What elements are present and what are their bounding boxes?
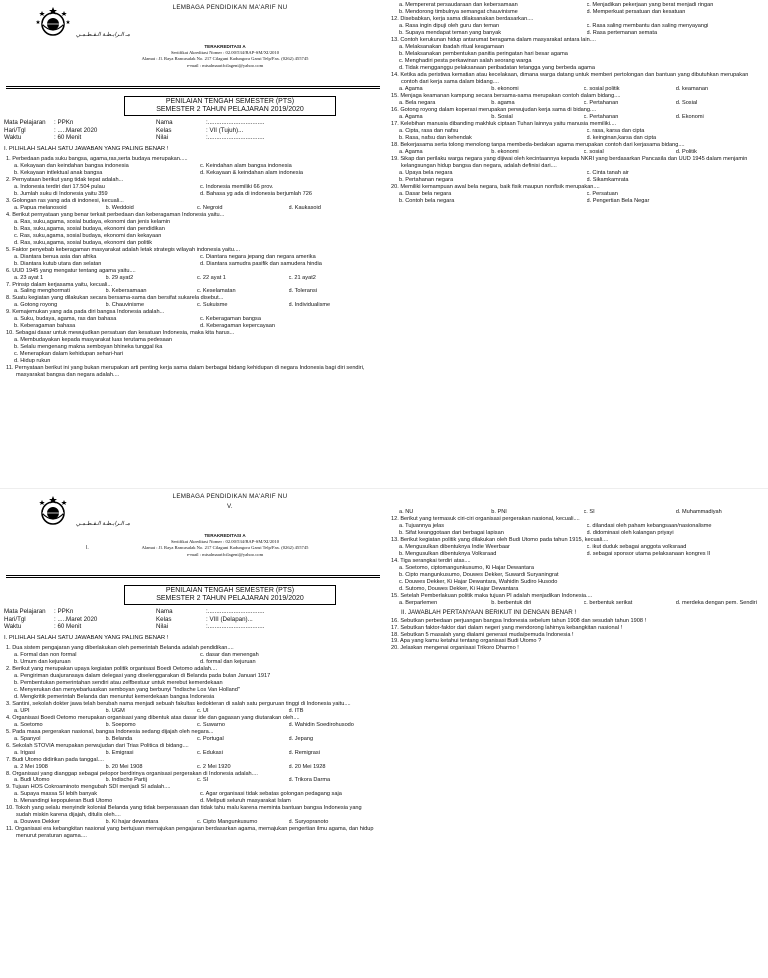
answer-option[interactable]: a. Soetomo, ciptomangunkusumo, Ki Hajar Dewantara: [399, 564, 534, 571]
question-text: 2. Pernyataan berikut yang tidak tepat adalah...: [6, 176, 124, 183]
question-text: 19. Sikap dan perilaku warga negara yang dijiwai oleh kecintaannya kepada NKRI yang berdasarkan Pancasila dan UUD 1945 dalam menjamin kelangsungan hidup bangsa dan negara, adalah definisi dari....: [391, 155, 748, 169]
certificate-number: Sertifikat Akreditasi Nomer : 02.00/534/BAP-SM/XI/2010: [170, 539, 280, 545]
time-value: : 60 Menit: [54, 133, 82, 141]
answer-option[interactable]: b. ekonomi: [491, 148, 519, 155]
school-email: e-mail : mtsalmaarifcilageni@yahoo.com: [186, 62, 264, 68]
class-label: Kelas: [156, 126, 172, 134]
question-text: 14. Ketika ada peristiwa kematian atau kecelakaan, dimana warga datang untuk memberi pertolongan dan bantuan yang dibutuhkan merupakan contoh dari kerja sama dalam bidang....: [391, 71, 749, 85]
answer-option[interactable]: a. Gotong royong: [14, 302, 58, 309]
essay-question: 18. Sebutkan 5 masalah yang dialami generasi muda/pemuda Indonesia !: [391, 631, 574, 638]
answer-option[interactable]: c. 2 Mei 1920: [197, 763, 231, 770]
accreditation-block: [110, 533, 340, 558]
question-text: 13. Berikut kegiatan politik yang dilakukan oleh Budi Utomo pada tahun 1915, kecuali....: [391, 536, 609, 543]
answer-option[interactable]: c. Menjadikan pekerjaan yang berat menjadi ringan: [586, 2, 714, 8]
answer-option[interactable]: c. Edukasi: [197, 749, 223, 756]
answer-options: [14, 337, 380, 365]
accreditation-title: TERAKREDITASI A: [204, 44, 246, 49]
answer-option[interactable]: b. Umum dan kejuruan: [14, 658, 71, 665]
roman-numeral: I.: [86, 545, 89, 551]
answer-options: [14, 722, 380, 729]
answer-option[interactable]: a. Berparlemen: [399, 599, 438, 606]
answer-option[interactable]: b. Weddoid: [105, 204, 134, 211]
answer-option[interactable]: d. Keberagaman kepercayaan: [200, 323, 275, 330]
answer-option[interactable]: c. Keberagaman bangsa: [200, 316, 261, 323]
answer-option[interactable]: b. Pembentukan pemerintahan sendiri atau zelfbestuur untuk merebut kemerdekaan: [14, 679, 223, 686]
answer-options: [399, 170, 768, 184]
answer-option[interactable]: c. ikut duduk sebagai anggota volksraad: [586, 543, 687, 550]
exam-title-box: [124, 96, 336, 116]
answer-option[interactable]: a. 23 ayat 1: [14, 274, 44, 281]
answer-option[interactable]: d. Mengkritik pemerintah Belanda dan menuntut kemerdekaan bangsa Indonesia: [14, 693, 215, 700]
question-text: 7. Prinsip dalam kerjasama yaitu, kecuali...: [6, 281, 113, 288]
answer-option[interactable]: d. keinginan,karsa dan cipta: [586, 134, 657, 141]
answer-option[interactable]: a. Kekayaan dan keindahan bangsa indonesia: [14, 162, 129, 169]
score-field[interactable]: :.................................: [206, 133, 265, 141]
answer-option[interactable]: a. Irigasi: [14, 749, 36, 756]
answer-option[interactable]: c. Menerapkan dalam kehidupan sehari-hari: [14, 351, 124, 358]
answer-option[interactable]: a. UPI: [14, 707, 30, 714]
letterhead: [0, 489, 380, 585]
answer-option[interactable]: c. Keindahan alam bangsa indonesia: [200, 162, 292, 169]
answer-option[interactable]: a. Douwes Dekker: [14, 819, 60, 826]
answer-option[interactable]: b. 20 Mei 1908: [105, 763, 143, 770]
answer-options: [14, 736, 380, 743]
answer-option[interactable]: a. Bela negara: [399, 99, 436, 106]
class-label: Kelas: [156, 615, 172, 623]
answer-options: [399, 509, 768, 516]
answer-option[interactable]: c. Pertahanan: [583, 99, 619, 106]
answer-option[interactable]: a. Indonesia terdiri dari 17.504 pulau: [14, 183, 105, 190]
answer-option[interactable]: a. Agama: [399, 148, 423, 155]
answer-option[interactable]: d. Remigrasi: [288, 749, 320, 756]
answer-option[interactable]: d. Kekayaan & keindahan alam indonesia: [200, 169, 303, 176]
answer-option[interactable]: c. Douwes Dekker, Ki Hajar Dewantara, Wahidin Sudiro Husodo: [399, 578, 558, 585]
header-rule-thin: [6, 88, 380, 89]
answer-option[interactable]: a. Membudayakan kepada masyarakat luas terutama pedesaan: [14, 337, 172, 344]
answer-option[interactable]: d. Sosial: [675, 99, 698, 106]
answer-option[interactable]: b. Melaksanakan pembentukan panitia peringatan hari besar agama: [399, 50, 568, 57]
answer-option[interactable]: c. UI: [197, 707, 209, 714]
date-label: Hari/Tgl: [4, 126, 26, 134]
answer-option[interactable]: d. Wahidin Soedirohusodo: [288, 721, 354, 728]
answer-option[interactable]: d. Meliputi seluruh masyarakat Islam: [200, 798, 291, 805]
answer-option[interactable]: b. Cipto mangunkusumo, Douwes Dekker, Suwardi Suryaningrat: [399, 571, 559, 578]
answer-option[interactable]: d. 20 Mei 1928: [288, 763, 326, 770]
school-email: e-mail : mtsalmaarifcilageni@yahoo.com: [186, 551, 264, 557]
answer-option[interactable]: d. Kaukasoid: [288, 204, 321, 211]
answer-option[interactable]: d. Sutomo, Douwes Dekker, Ki Hajar Dewantara: [399, 585, 519, 592]
question-list: [385, 2, 768, 205]
section-heading: I. PILIHLAH SALAH SATU JAWABAN YANG PALING BENAR !: [4, 146, 169, 153]
question-text: 9. Tujuan HOS Cokroaminoto mengubah SDI menjadi SI adalah....: [6, 784, 171, 791]
student-info-table: [4, 119, 328, 141]
exam-subtitle: SEMESTER 2 TAHUN PELAJARAN 2019/2020: [156, 106, 304, 114]
answer-option[interactable]: c. rasa, karsa dan cipta: [586, 127, 645, 134]
question-text: 3. Golongan ras yang ada di indonesi, kecuali...: [6, 197, 124, 204]
answer-option[interactable]: d. Trikora Darma: [288, 777, 331, 784]
answer-option[interactable]: c. Negroid: [197, 204, 223, 211]
nu-logo-icon: [36, 495, 70, 529]
answer-option[interactable]: a. Dasar bela negara: [399, 190, 452, 197]
answer-option[interactable]: c. 22 ayat 1: [197, 274, 226, 281]
answer-option[interactable]: a. Soetomo: [14, 721, 43, 728]
left-column: [0, 489, 380, 840]
answer-option[interactable]: a. Saling menghormati: [14, 288, 70, 295]
question-list: [0, 156, 380, 380]
question-text: 15. Setelah Pemberlakuan politik maka tujuan PI adalah menjadikan Indonesia....: [391, 592, 593, 599]
answer-option[interactable]: a. Diantara benua asia dan afrika: [14, 253, 97, 260]
answer-option[interactable]: b. berbentuk diri: [491, 599, 532, 606]
question-text: 1. Perbedaan pada suku bangsa, agama,ras,serta budaya merupakan.....: [6, 155, 188, 162]
date-value: : .....Maret 2020: [54, 126, 98, 134]
answer-option[interactable]: b. Menandingi kepopuleran Budi Utomo: [14, 798, 113, 805]
answer-option[interactable]: b. Mendorong timbulnya semangat chauvinisme: [399, 8, 518, 15]
answer-option[interactable]: d. Individualisme: [288, 302, 331, 309]
essay-list: [385, 618, 768, 653]
answer-options: [399, 523, 768, 537]
answer-option[interactable]: b. Rasa, nafsu dan kehendak: [399, 134, 472, 141]
answer-option[interactable]: a. Pengiriman duajuransaya dalam delegasi yang diselenggarakan di Belanda pada bulan Januari 1917: [14, 672, 271, 679]
right-column: [385, 509, 768, 652]
answer-option[interactable]: c. Suwarno: [197, 721, 225, 728]
answer-option[interactable]: c. Agar organisasi tidak sebatas golongan pedagang saja: [200, 791, 342, 798]
answer-option[interactable]: b. Kebersamaan: [105, 288, 147, 295]
answer-option[interactable]: b. Belanda: [105, 735, 133, 742]
answer-options: [14, 777, 380, 784]
answer-options: [14, 219, 380, 247]
institution-name: LEMBAGA PENDIDIKAN MA'ARIF NU: [172, 4, 288, 11]
answer-option[interactable]: c. Keselamatan: [197, 288, 236, 295]
answer-option[interactable]: d. keamanan: [675, 85, 709, 92]
answer-options: [14, 764, 380, 771]
answer-option[interactable]: a. Mempererat persaudaraan dan kebersamaan: [399, 2, 518, 8]
answer-option[interactable]: b. ekonomi: [491, 85, 519, 92]
answer-option[interactable]: b. UGM: [105, 707, 125, 714]
answer-options: [399, 544, 768, 558]
answer-options: [399, 86, 768, 93]
exam-page-2: [0, 489, 768, 978]
exam-title: PENILAIAN TENGAH SEMESTER (PTS): [165, 98, 295, 105]
answer-options: [14, 316, 380, 330]
essay-question: 17. Sebutkan faktor-faktor dari dalam negeri yang mendorong lahirnya kebangkitan nasional !: [391, 624, 623, 631]
answer-option[interactable]: d. Diantara samudra pasifik dan samudera hindia: [200, 260, 322, 267]
class-value: : VIII (Delapan)...: [206, 615, 253, 623]
question-text: 8. Suatu kegiatan yang dilakukan secara bersama-sama dan bersifat sukarela disebut...: [6, 295, 224, 302]
answer-option[interactable]: c. Cipto Mangunkusumo: [197, 819, 258, 826]
answer-option[interactable]: d. didominasi oleh kalangan priyayi: [586, 529, 674, 536]
question-text: 17. Kelebihan manusia dibanding makhluk ciptaan Tuhan lainnya yaitu manusia memiliki....: [391, 120, 617, 127]
answer-options: [14, 708, 380, 715]
answer-options: [14, 750, 380, 757]
answer-option[interactable]: b. Mengusulkan dibentuknya Volksraad: [399, 550, 497, 557]
name-label: Nama: [156, 119, 173, 127]
answer-option[interactable]: b. Jumlah suku di Indonesia yaitu 359: [14, 190, 108, 197]
question-text: 15. Menjaga keamanan kampung secara bersama-sama merupakan contoh dalam bidang....: [391, 92, 621, 99]
answer-options: [14, 673, 380, 701]
question-text: 2. Berikut yang merupakan upaya kegiatan politik organisasi Boedi Oetomo adalah....: [6, 665, 218, 672]
answer-options: [14, 652, 380, 666]
answer-options: [399, 149, 768, 156]
question-text: 3. Santini, sekolah dokter jawa telah berubah nama menjadi sebuah fakultas kedokteran di salah satu perguruan tinggi di Indonesia yaitu....: [6, 700, 351, 707]
score-label: Nilai: [156, 622, 169, 630]
answer-option[interactable]: c. Pertahanan: [583, 113, 619, 120]
answer-option[interactable]: c. Indonesia memiliki 66 prov.: [200, 183, 274, 190]
answer-options: [399, 23, 768, 37]
answer-option[interactable]: c. Portugal: [197, 735, 224, 742]
answer-option[interactable]: a. Supaya massa SI lebih banyak: [14, 791, 98, 798]
answer-option[interactable]: d. Bahasa yg ada di indonesia berjumlah 726: [200, 190, 312, 197]
answer-options: [399, 44, 768, 72]
answer-option[interactable]: a. Melaksanakan ibadah ritual keagamaan: [399, 43, 505, 50]
question-text: 10. Sebagai dasar untuk mewujudkan persatuan dan kesatuan Indonesia, maka kita harus...: [6, 330, 235, 337]
answer-option[interactable]: d. Suryopranoto: [288, 819, 329, 826]
answer-option[interactable]: a. Suku, budaya, agama, ras dan bahasa: [14, 316, 117, 323]
answer-options: [14, 254, 380, 268]
question-text: 10. Tokoh yang selalu menyindir kolonial Belanda yang tidak berperasaan dan tidak tahu malu karena meminta bantuan bangsa Indonesia yang sudah miskin karena dijajah, ditulis oleh....: [6, 805, 362, 819]
answer-option[interactable]: d. Tidak mengganggu pelaksanaan peribadatan tetangga yang berbeda agama: [399, 64, 595, 71]
arabic-text: مـ الـرابـطـة الـقـطـمـي: [76, 32, 130, 38]
name-label: Nama: [156, 608, 173, 616]
subject-label: Mata Pelajaran: [4, 119, 46, 127]
subject-value: : PPKn: [54, 608, 74, 616]
question-text: 9. Kemajemukan yang ada pada diri bangsa Indonesia adalah...: [6, 309, 165, 316]
answer-options: [399, 565, 768, 593]
roman-numeral: V.: [227, 503, 233, 510]
date-label: Hari/Tgl: [4, 615, 26, 623]
name-field[interactable]: :.................................: [206, 119, 265, 127]
certificate-number: Sertifikat Akreditasi Nomer : 02.00/534/BAP-SM/XI/2010: [170, 50, 280, 56]
answer-option[interactable]: c. sosial politik: [583, 85, 620, 92]
score-field[interactable]: :.................................: [206, 622, 265, 630]
answer-option[interactable]: d. ITB: [288, 707, 304, 714]
answer-option[interactable]: a. Papua melanosoid: [14, 204, 67, 211]
answer-options: [399, 191, 768, 205]
answer-options: [14, 205, 380, 212]
answer-option[interactable]: c. SI: [197, 777, 209, 784]
answer-option[interactable]: d. Rasa pertemanan semata: [586, 29, 658, 36]
date-value: : .....Maret 2020: [54, 615, 98, 623]
subject-label: Mata Pelajaran: [4, 608, 46, 616]
question-text: 18. Bekerjasama serta tolong menolong tanpa membeda-bedakan agama merupakan contoh dari kerjasama bidang....: [391, 141, 685, 148]
nu-logo-icon: [36, 6, 70, 40]
answer-option[interactable]: c. Persatuan: [586, 190, 618, 197]
answer-option[interactable]: c. dasar dan menengah: [200, 651, 259, 658]
exam-title: PENILAIAN TENGAH SEMESTER (PTS): [165, 587, 295, 594]
answer-option[interactable]: a. Upaya bela negara: [399, 169, 453, 176]
answer-option[interactable]: d. merdeka dengan pem. Sendiri: [675, 599, 757, 606]
student-info-table: [4, 608, 328, 630]
answer-option[interactable]: b. 29 ayat2: [105, 274, 134, 281]
question-list: [0, 645, 380, 841]
answer-option[interactable]: b. Kekayaan intlektual anak bangsa: [14, 169, 103, 176]
question-text: 1. Dua sistem pengajaran yang diberlakukan oleh pemerintah Belanda adalah pendidikan....: [6, 644, 234, 651]
left-column: [0, 0, 380, 379]
answer-option[interactable]: c. Menghadiri pesta perkawinan salah seorang warga: [399, 57, 532, 64]
section-heading: I. PILIHLAH SALAH SATU JAWABAN YANG PALING BENAR !: [4, 635, 169, 642]
answer-option[interactable]: d. Memperkuat persatuan dan kesatuan: [586, 8, 686, 15]
class-value: : VII (Tujuh)...: [206, 126, 244, 134]
name-field[interactable]: :.................................: [206, 608, 265, 616]
question-text: 5. Faktor penyebab keberagaman masyarakat adalah letak strategis wilayah indonesia yaitu....: [6, 246, 241, 253]
answer-option[interactable]: b. Pertahanan negara: [399, 176, 454, 183]
answer-option[interactable]: c. berbentuk serikat: [583, 599, 633, 606]
question-text: 12. Berikut yang termasuk ciri-ciri organisasi pergerakan nasional, kecuali....: [391, 515, 580, 522]
arabic-text: مـ الـرابـطـة الـقـطـمـي: [76, 521, 130, 527]
question-text: 11. Pernyataan berikut ini yang bukan merupakan arti penting kerja sama dalam berbagai bidang kehidupan di negara Indonesia bagi diri sendiri, masyarakat bangsa dan negara adalah....: [6, 365, 365, 379]
question-text: 13. Contoh kerukunan hidup antarumat beragama dalam masyarakat antara lain....: [391, 36, 596, 43]
institution-name: LEMBAGA PENDIDIKAN MA'ARIF NU: [172, 493, 288, 500]
accreditation-title: TERAKREDITASI A: [204, 533, 246, 538]
answer-option[interactable]: a. NU: [399, 509, 414, 515]
time-label: Waktu: [4, 622, 22, 630]
answer-option[interactable]: d. Muhammadiyah: [675, 509, 722, 515]
answer-option[interactable]: c. Rasa saling membantu dan saling menyayangi: [586, 22, 709, 29]
essay-question: 16. Sebutkan perbedaan perjuangan bangsa Indonesia sebelum tahun 1908 dan sesudah tahun 1908 !: [391, 617, 647, 624]
answer-options: [14, 184, 380, 198]
question-text: 5. Pada masa pergerakan nasional, bangsa Indonesia sedang dijajah oleh negara...: [6, 728, 214, 735]
answer-option[interactable]: c. Menyerukan dan menyebarluaskan semboyan yang berbunyi "Indische Los Van Holland": [14, 686, 240, 693]
answer-options: [399, 2, 768, 16]
answer-option[interactable]: b. PNI: [491, 509, 507, 515]
header-rule: [6, 86, 380, 87]
school-address: Alamat : Jl. Raya Rancasalak No. 217 Cilaguni Kadungora Garut Telp/Fax. (0262) 455745: [141, 545, 309, 551]
answer-option[interactable]: c. dilandasi oleh paham kebangsaan/nasionalisme: [586, 522, 712, 529]
question-text: 6. UUD 1945 yang mengatur tentang agama yaitu....: [6, 267, 136, 274]
answer-option[interactable]: b. Ki hajar dewantara: [105, 819, 159, 826]
answer-options: [14, 302, 380, 309]
essay-question: 19. Apa yang kamu ketahui tentang organisasi Budi Utomo ?: [391, 638, 542, 645]
school-address: Alamat : Jl. Raya Rancasalak No. 217 Cilaguni Kadungora Garut Telp/Fax. (0262) 455745: [141, 56, 309, 62]
answer-option[interactable]: c. Ras, suku,agama, sosial budaya, ekonomi dan kekayaan: [14, 232, 162, 239]
answer-option[interactable]: d. Ras, suku,agama, sosial budaya, ekonomi dan politik: [14, 239, 153, 246]
answer-option[interactable]: b. Supaya mendapat teman yang banyak: [399, 29, 502, 36]
answer-option[interactable]: b. Contoh bela negara: [399, 197, 455, 204]
answer-option[interactable]: d. Ekonomi: [675, 113, 704, 120]
answer-option[interactable]: d. sebagai sponsor utama pelaksanaan kongres II: [586, 550, 711, 557]
question-text: 7. Budi Utomo didirikan pada tanggal....: [6, 756, 104, 763]
exam-subtitle: SEMESTER 2 TAHUN PELAJARAN 2019/2020: [156, 595, 304, 603]
answer-option[interactable]: b. Sosial: [491, 113, 513, 120]
time-label: Waktu: [4, 133, 22, 141]
question-text: 4. Berikut pernyataan yang benar terkait perbedaan dan keberagaman Indonesia yaitu...: [6, 211, 225, 218]
answer-options: [14, 163, 380, 177]
subject-value: : PPKn: [54, 119, 74, 127]
answer-option[interactable]: a. Formal dan non formal: [14, 651, 77, 658]
answer-option[interactable]: c. SI: [583, 509, 595, 515]
answer-option[interactable]: c. sosial: [583, 148, 604, 155]
answer-option[interactable]: c. Diantara negara jepang dan negara amerika: [200, 253, 316, 260]
answer-option[interactable]: a. Tujuannya jelas: [399, 522, 445, 529]
answer-option[interactable]: a. Agama: [399, 85, 423, 92]
answer-option[interactable]: b. Indische Partij: [105, 777, 147, 784]
question-list: [385, 509, 768, 607]
letterhead: [0, 0, 380, 96]
answer-option[interactable]: d. Jepang: [288, 735, 314, 742]
answer-option[interactable]: d. Pengertian Bela Negar: [586, 197, 650, 204]
answer-option[interactable]: d. formal dan kejuruan: [200, 658, 256, 665]
question-text: 14. Tiga serangkai terdiri atas....: [391, 557, 471, 564]
answer-option[interactable]: a. Cipta, rasa dan nafsu: [399, 127, 459, 134]
answer-options: [399, 114, 768, 121]
answer-option[interactable]: a. Agama: [399, 113, 423, 120]
answer-option[interactable]: c. Cinta tanah air: [586, 169, 629, 176]
answer-option[interactable]: b. Emigrasi: [105, 749, 134, 756]
answer-option[interactable]: d. Politik: [675, 148, 697, 155]
question-text: 11. Organisasi era kebangkitan nasional yang bertujuan memajukan pengajaran berdasarkan agama, memajukan pengertian ilmu agama, dan hidup menurut peraturan agama....: [6, 826, 374, 840]
answer-option[interactable]: a. Rasa ingin dipuji oleh guru dan teman: [399, 22, 500, 29]
essay-question: 20. Jelaskan mengenai organisasi Trikoro Dharmo !: [391, 645, 519, 652]
question-text: 8. Organisasi yang dianggap sebagai pelopor berdirinya organisasi pergerakan di Indonesia adalah....: [6, 770, 258, 777]
answer-options: [399, 600, 768, 607]
answer-option[interactable]: a. 2 Mei 1908: [14, 763, 48, 770]
answer-options: [399, 100, 768, 107]
answer-option[interactable]: b. Diantara kutub utara dan selatan: [14, 260, 102, 267]
answer-option[interactable]: c. 21 ayat2: [288, 274, 316, 281]
answer-option[interactable]: d. Sikamkamrata: [586, 176, 629, 183]
answer-option[interactable]: b. Sifat keanggotaan dari berbagai lapisan: [399, 529, 504, 536]
section-heading: II. JAWABLAH PERTANYAAN BERIKUT INI DENGAN BENAR !: [401, 608, 577, 616]
answer-option[interactable]: b. Ras, suku,agama, sosial budaya, ekonomi dan pendidikan: [14, 225, 165, 232]
answer-options: [14, 288, 380, 295]
question-text: 20. Memiliki kemampuan awal bela negara, baik fisik maupun nonfisik merupakan....: [391, 183, 600, 190]
header-rule-thin: [6, 577, 380, 578]
time-value: : 60 Menit: [54, 622, 82, 630]
answer-option[interactable]: b. Selalu mengenang makna semboyan bhineka tunggal ika: [14, 344, 163, 351]
answer-option[interactable]: a. Ras, suku,agama, sosial budaya, ekonomi dan jenis kelamin: [14, 218, 171, 225]
question-text: 4. Organisasi Boedi Oetomo merupakan organisasi yang dibentuk atas dasar ide dan gagasan yang diutarakan oleh....: [6, 714, 300, 721]
answer-option[interactable]: d. Toleransi: [288, 288, 318, 295]
answer-option[interactable]: b. Keberagaman bahasa: [14, 323, 76, 330]
answer-option[interactable]: c. Sukuisme: [197, 302, 228, 309]
answer-option[interactable]: b. Soepomo: [105, 721, 136, 728]
answer-options: [14, 819, 380, 826]
question-text: 16. Gotong royong dalam koperasi merupakan perwujudan kerja sama di bidang....: [391, 106, 597, 113]
right-column: [385, 2, 768, 205]
answer-option[interactable]: b. agama: [491, 99, 515, 106]
exam-title-box: [124, 585, 336, 605]
answer-options: [14, 275, 380, 282]
answer-option[interactable]: d. Hidup rukun: [14, 358, 51, 365]
question-text: 6. Sekolah STOVIA merupakan perwujudan dari Trias Politica di bidang....: [6, 742, 189, 749]
answer-options: [14, 791, 380, 805]
answer-option[interactable]: a. Budi Utomo: [14, 777, 50, 784]
answer-option[interactable]: a. Mengusulkan dibentuknya Indie Weerbaar: [399, 543, 510, 550]
answer-option[interactable]: a. Spanyol: [14, 735, 41, 742]
question-text: 12. Disebabkan, kerja sama dilaksanakan berdasarkan....: [391, 15, 534, 22]
answer-options: [399, 128, 768, 142]
header-rule: [6, 575, 380, 576]
accreditation-block: [110, 44, 340, 69]
answer-option[interactable]: b. Chauvinisme: [105, 302, 145, 309]
score-label: Nilai: [156, 133, 169, 141]
